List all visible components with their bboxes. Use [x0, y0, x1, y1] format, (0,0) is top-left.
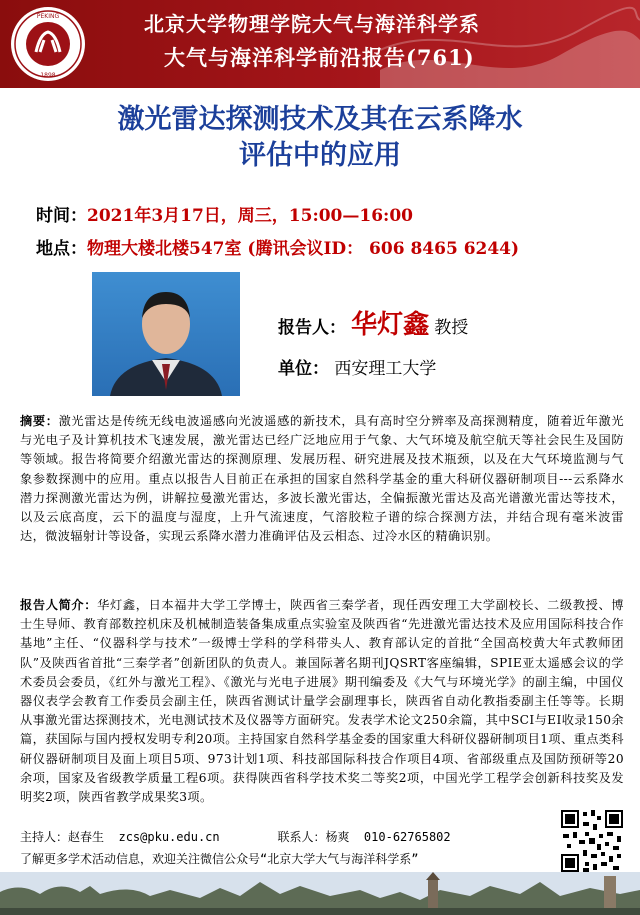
speaker-rank: 教授: [434, 318, 469, 338]
qr-code-icon: [559, 808, 625, 874]
speaker-row: [278, 304, 468, 341]
contact-name: 杨爽: [325, 830, 350, 844]
host-name: 赵春生: [68, 830, 105, 844]
talk-title: [0, 102, 640, 174]
header-banner: [0, 0, 640, 88]
contact-phone: 010-62765802: [363, 830, 451, 844]
place-label: 地点：: [36, 239, 87, 259]
department-title: 北京大学物理学院大气与海洋科学系: [144, 12, 480, 36]
time-row: [36, 201, 413, 226]
unit-value: 西安理工大学: [334, 359, 437, 379]
campus-photo: [0, 872, 640, 915]
abstract-text: 激光雷达是传统无线电波遥感向光波遥感的新技术，具有高时空分辨率及高探测精度，随着近年激光与光电子及计算机技术飞速发展，激光雷达已经广泛地应用于气象、大气环境及航空航天等社会民生及国防等领域。报告将简要介绍激光雷达的探测原理、发展历程、研究进展及技术瓶颈，以及在大气环境监测与气象参数探测中的应用。重点以报告人目前正在承担的国家自然科学基金的重大科研仪器研制项目---云系降水潜力探测激光雷达为例，讲解拉曼激光雷达，多波长激光雷达，全偏振激光雷达及高光谱激光雷达等技术，以及云底高度，云下的温度与湿度，上升气流速度，气溶胶粒子谱的综合探测方法，并结合现有毫米波雷达，微波辐射计等设备，实现云系降水潜力准确评估及云相态、过冷水区的精确识别。: [20, 414, 624, 544]
footer-note: 了解更多学术活动信息，欢迎关注微信公众号“北京大学大气与海洋科学系”: [20, 852, 419, 866]
pku-logo-icon: [10, 6, 86, 82]
svg-text:PEKING: PEKING: [36, 13, 60, 20]
talk-title-line1: 激光雷达探测技术及其在云系降水: [117, 104, 523, 135]
bio-text: 华灯鑫，日本福井大学工学博士，陕西省三秦学者，现任西安理工大学副校长、二级教授、博士生导师、教育部数控机床及机械制造装备集成重点实验室及陕西省“先进激光雷达技术及应用国际科技合作基地”主任、“仪器科学与技术”一级博士学科的学科带头人、教育部认定的首批“全国高校黄大年式教师团队”及陕西省首批“三秦学者”创新团队的负责人。兼国际著名期刊JQSRT客座编辑，SPIE亚太遥感会议的学术委员会委员，《红外与激光工程》、《激光与光电子进展》期刊编委及《大气与环境光学》的副主编，中国仪器仪表学会教育工作委员会副主任，陕西省测试计量学会副理事长，陕西省自动化教指委副主任等等。长期从事激光雷达探测技术，光电测试技术及仪器等方面研究。发表学术论文250余篇，其中SCI与EI收录150余篇，获国际与国内授权发明专利20项。主持国家自然科学基金委的国家重大科研仪器研制项目1项、重点类科研仪器研制项目及面上项目5项、973计划1项、科技部国际科技合作项目4项、省部级重点及国防预研等20余项，国家及省级教学质量工程6项。获得陕西省科学技术奖二等奖2项，中国光学工程学会创新科技奖及发明奖2项，陕西省教学成果奖3项。: [20, 598, 624, 805]
footer-contacts: [20, 828, 451, 845]
speaker-portrait-icon: [92, 272, 240, 396]
series-title: 大气与海洋科学前沿报告(761): [164, 45, 475, 70]
speaker-photo: [92, 272, 240, 396]
campus-skyline-icon: [0, 872, 640, 915]
abstract-label: 摘要：: [20, 414, 59, 428]
bio-paragraph: [20, 596, 624, 807]
bio-label: 报告人简介：: [20, 598, 98, 612]
unit-row: [278, 354, 436, 379]
time-label: 时间：: [36, 206, 87, 226]
host-label: 主持人：: [20, 830, 69, 844]
svg-text:1898: 1898: [40, 72, 56, 79]
speaker-name: 华灯鑫: [351, 310, 430, 340]
talk-title-line2: 评估中的应用: [239, 140, 401, 171]
time-value: 2021年3月17日，周三，15:00—16:00: [87, 206, 413, 226]
abstract-paragraph: [20, 412, 624, 546]
host-email[interactable]: zcs@pku.edu.cn: [118, 830, 220, 844]
contact-label: 联系人：: [277, 830, 326, 844]
place-row: [36, 234, 519, 259]
unit-label: 单位：: [278, 359, 329, 379]
speaker-label: 报告人：: [278, 318, 346, 338]
place-value: 物理大楼北楼547室 (腾讯会议ID： 606 8465 6244): [87, 239, 520, 259]
